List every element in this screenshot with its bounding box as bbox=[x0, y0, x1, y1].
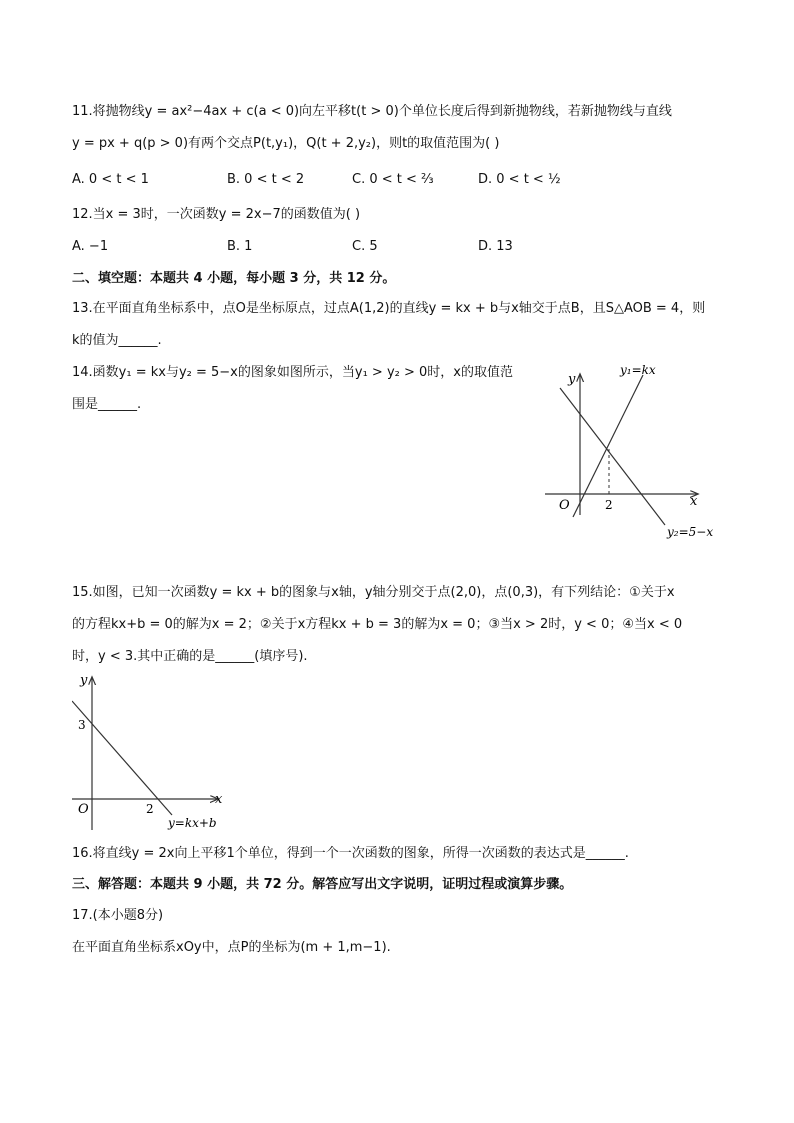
q11-options bbox=[72, 171, 722, 189]
q12-option-a: A. −1 bbox=[72, 239, 109, 254]
q14-line-y1 bbox=[573, 375, 643, 517]
q13-line2: k的值为______. bbox=[72, 333, 162, 348]
q11-option-d: D. 0 < t < ½ bbox=[478, 172, 561, 187]
q11-line1: 11.将抛物线y = ax²−4ax + c(a < 0)向左平移t(t > 0)个单位长度后得到新抛物线，若新抛物线与直线 bbox=[72, 104, 672, 119]
q15-origin-label: O bbox=[78, 802, 89, 817]
q17-header: 17.(本小题8分) bbox=[72, 908, 164, 923]
q12-option-b: B. 1 bbox=[227, 239, 253, 254]
q15-line-label: y=kx+b bbox=[168, 816, 217, 830]
q14-tick-label: 2 bbox=[605, 498, 613, 512]
q15-y-tick-label: 3 bbox=[78, 718, 86, 732]
q15-x-label: x bbox=[215, 792, 223, 807]
q13-line1: 13.在平面直角坐标系中，点O是坐标原点，过点A(1,2)的直线y = kx + b与x轴交于点B，且S△AOB = 4，则 bbox=[72, 301, 706, 316]
q14-y-label: y bbox=[568, 372, 576, 387]
q11-option-b: B. 0 < t < 2 bbox=[227, 172, 305, 187]
q14-x-label: x bbox=[690, 494, 698, 509]
section-2-heading: 二、填空题：本题共 4 小题，每小题 3 分，共 12 分。 bbox=[72, 271, 396, 286]
q14-line1: 14.函数y₁ = kx与y₂ = 5−x的图象如图所示，当y₁ > y₂ > 0时，x的取值范 bbox=[72, 365, 513, 380]
q15-line2: 的方程kx+b = 0的解为x = 2；②关于x方程kx + b = 3的解为x = 0；③当x > 2时，y < 0；④当x < 0 bbox=[72, 617, 683, 632]
q17-line1: 在平面直角坐标系xOy中，点P的坐标为(m + 1,m−1). bbox=[72, 940, 391, 955]
q15-graph bbox=[72, 670, 232, 835]
q15-y-label: y bbox=[80, 673, 88, 688]
q14-origin-label: O bbox=[559, 498, 570, 513]
q14-line2: 围是______. bbox=[72, 397, 142, 412]
q11-option-c: C. 0 < t < ⅔ bbox=[352, 172, 434, 187]
q15-x-tick-label: 2 bbox=[146, 802, 154, 816]
q11-line2: y = px + q(p > 0)有两个交点P(t,y₁)，Q(t + 2,y₂)，则t的取值范围为( ) bbox=[72, 136, 500, 151]
q14-line2-label: y₂=5−x bbox=[667, 525, 714, 539]
q12-options bbox=[72, 238, 722, 256]
q16-line1: 16.将直线y = 2x向上平移1个单位，得到一个一次函数的图象，所得一次函数的表达式是______. bbox=[72, 846, 629, 861]
q14-line1-label: y₁=kx bbox=[620, 363, 656, 377]
q12-line1: 12.当x = 3时，一次函数y = 2x−7的函数值为( ) bbox=[72, 207, 361, 222]
section-3-heading: 三、解答题：本题共 9 小题，共 72 分。解答应写出文字说明，证明过程或演算步骤。 bbox=[72, 877, 573, 892]
q15-line bbox=[72, 701, 172, 815]
q12-option-c: C. 5 bbox=[352, 239, 378, 254]
q14-graph bbox=[535, 355, 735, 550]
q12-option-d: D. 13 bbox=[478, 239, 513, 254]
q15-line3: 时，y < 3.其中正确的是______(填序号). bbox=[72, 649, 308, 664]
q15-line1: 15.如图，已知一次函数y = kx + b的图象与x轴，y轴分别交于点(2,0)，点(0,3)，有下列结论：①关于x bbox=[72, 585, 675, 600]
q11-option-a: A. 0 < t < 1 bbox=[72, 172, 149, 187]
